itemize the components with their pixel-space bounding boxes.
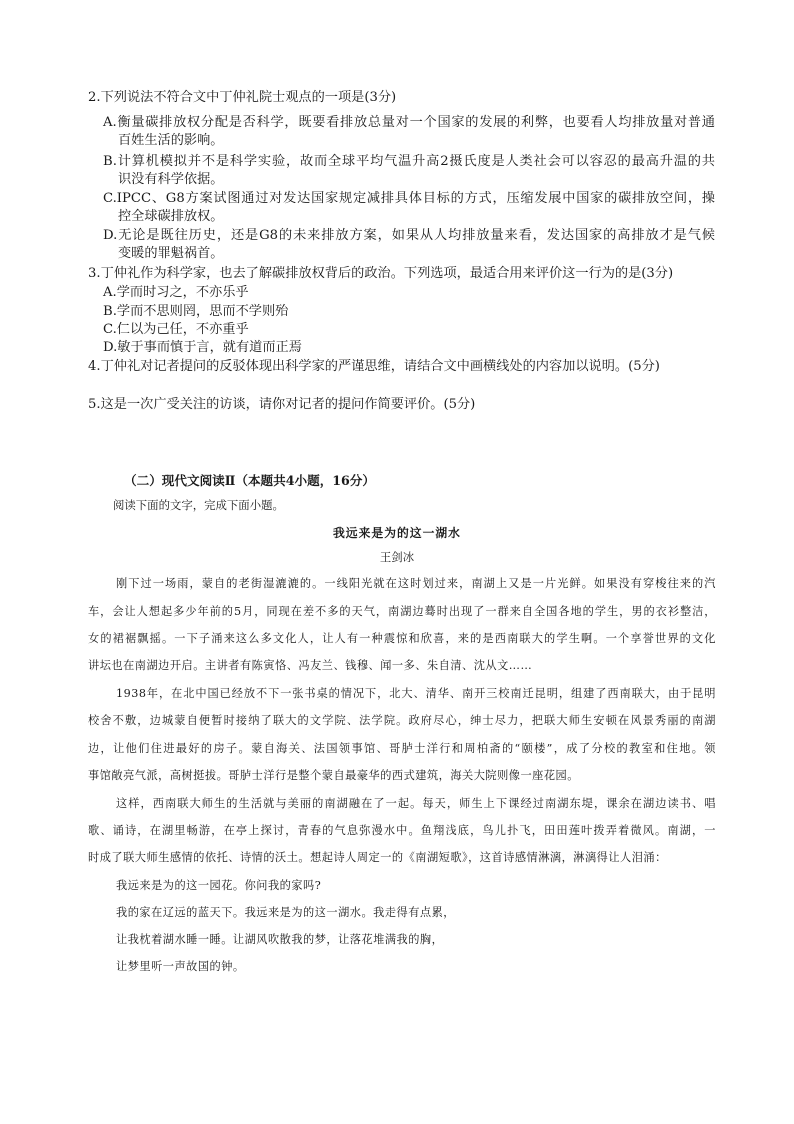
poem-line-3: 让我枕着湖水睡一睡。让湖风吹散我的梦，让落花堆满我的胸， — [116, 933, 444, 946]
paragraph-3-line-2: 歌、诵诗，在湖里畅游，在亭上探讨，青春的气息弥漫水中。鱼翔浅底，鸟儿扑飞，田田莲叶拨弄着微风。南湖，一 — [88, 824, 716, 837]
paragraph-2-line-1: 1938年，在北中国已经放不下一张书桌的情况下，北大、清华、南开三校南迁昆明，组建了西南联大，由于昆明 — [116, 687, 716, 700]
question-4: 4.丁仲礼对记者提问的反驳体现出科学家的严谨思维，请结合文中画横线处的内容加以说明。(5分) — [88, 359, 660, 374]
question-2-option-b: B.计算机模拟并不是科学实验，故而全球平均气温升高2摄氏度是人类社会可以容忍的最高升温的共 — [103, 154, 715, 169]
question-2-stem: 2.下列说法不符合文中丁仲礼院士观点的一项是(3分) — [88, 90, 397, 105]
question-2-option-b-cont: 识没有科学依据。 — [118, 172, 224, 187]
question-2-option-d: D.无论是既往历史，还是G8的未来排放方案，如果从人均排放量来看，发达国家的高排放才是气候 — [103, 228, 715, 243]
paragraph-2-line-4: 事馆敞亮气派，高树挺拔。哥胪士洋行是整个蒙自最豪华的西式建筑，海关大院则像一座花园。 — [88, 769, 579, 782]
paragraph-2-line-2: 校舍不敷，边城蒙自便暂时接纳了联大的文学院、法学院。政府尽心，绅士尽力，把联大师生安顿在风景秀丽的南湖 — [88, 714, 716, 727]
question-2-option-c-cont: 控全球碳排放权。 — [118, 209, 224, 224]
question-3-option-b: B.学而不思则罔，思而不学则殆 — [103, 304, 289, 319]
section-heading: （二）现代文阅读Ⅱ（本题共4小题，16分） — [124, 473, 375, 488]
poem-line-4: 让梦里听一声故国的钟。 — [116, 960, 245, 973]
paragraph-3-line-1: 这样，西南联大师生的生活就与美丽的南湖融在了一起。每天，师生上下课经过南湖东堤，课余在湖边读书、唱 — [116, 797, 716, 810]
reading-instruction: 阅读下面的文字，完成下面小题。 — [113, 498, 284, 512]
article-author: 王剑冰 — [379, 550, 415, 564]
question-5: 5.这是一次广受关注的访谈，请你对记者的提问作简要评价。(5分) — [88, 397, 476, 412]
paragraph-1-line-2: 车，会让人想起多少年前的5月，同现在差不多的天气，南湖边蓦时出现了一群来自全国各地的学生，男的衣衫整洁， — [88, 605, 716, 618]
article-title: 我远来是为的这一湖水 — [333, 526, 461, 540]
paragraph-3-line-3: 时成了联大师生感情的依托、诗情的沃土。想起诗人周定一的《南湖短歌》，这首诗感情淋漓，淋漓得让人泪涌： — [88, 851, 667, 864]
poem-line-1: 我远来是为的这一园花。你问我的家吗? — [116, 879, 322, 892]
question-3-option-d: D.敏于事而慎于言，就有道而正焉 — [103, 340, 302, 355]
poem-line-2: 我的家在辽远的蓝天下。我远来是为的这一湖水。我走得有点累， — [116, 906, 455, 919]
paragraph-1-line-1: 刚下过一场雨，蒙自的老街湿漉漉的。一线阳光就在这时划过来，南湖上又是一片光鲜。如果没有穿梭往来的汽 — [116, 577, 716, 590]
question-3-stem: 3.丁仲礼作为科学家，也去了解碳排放权背后的政治。下列选项，最适合用来评价这一行为的是(3分) — [88, 266, 674, 281]
question-2-option-a-cont: 百姓生活的影响。 — [118, 133, 224, 148]
question-2-option-c: C.IPCC、G8方案试图通过对发达国家规定减排具体目标的方式，压缩发展中国家的碳排放空间，操 — [103, 191, 715, 206]
question-3-option-c: C.仁以为己任，不亦重乎 — [103, 322, 249, 337]
paragraph-1-line-3: 女的裙裾飘摇。一下子涌来这么多文化人，让人有一种震惊和欣喜，来的是西南联大的学生啊。一个享誉世界的文化 — [88, 632, 716, 645]
question-3-option-a: A.学而时习之，不亦乐乎 — [103, 285, 249, 300]
paragraph-2-line-3: 边，让他们住进最好的房子。蒙自海关、法国领事馆、哥胪士洋行和周柏斋的“颐楼”，成了分校的教室和住地。领 — [88, 742, 716, 755]
question-2-option-d-cont: 变暖的罪魁祸首。 — [118, 246, 224, 261]
paragraph-1-line-4: 讲坛也在南湖边开启。主讲者有陈寅恪、冯友兰、钱穆、闻一多、朱自清、沈从文…… — [88, 659, 533, 672]
question-2-option-a: A.衡量碳排放权分配是否科学，既要看排放总量对一个国家的发展的利弊，也要看人均排放量对普通 — [103, 115, 715, 130]
